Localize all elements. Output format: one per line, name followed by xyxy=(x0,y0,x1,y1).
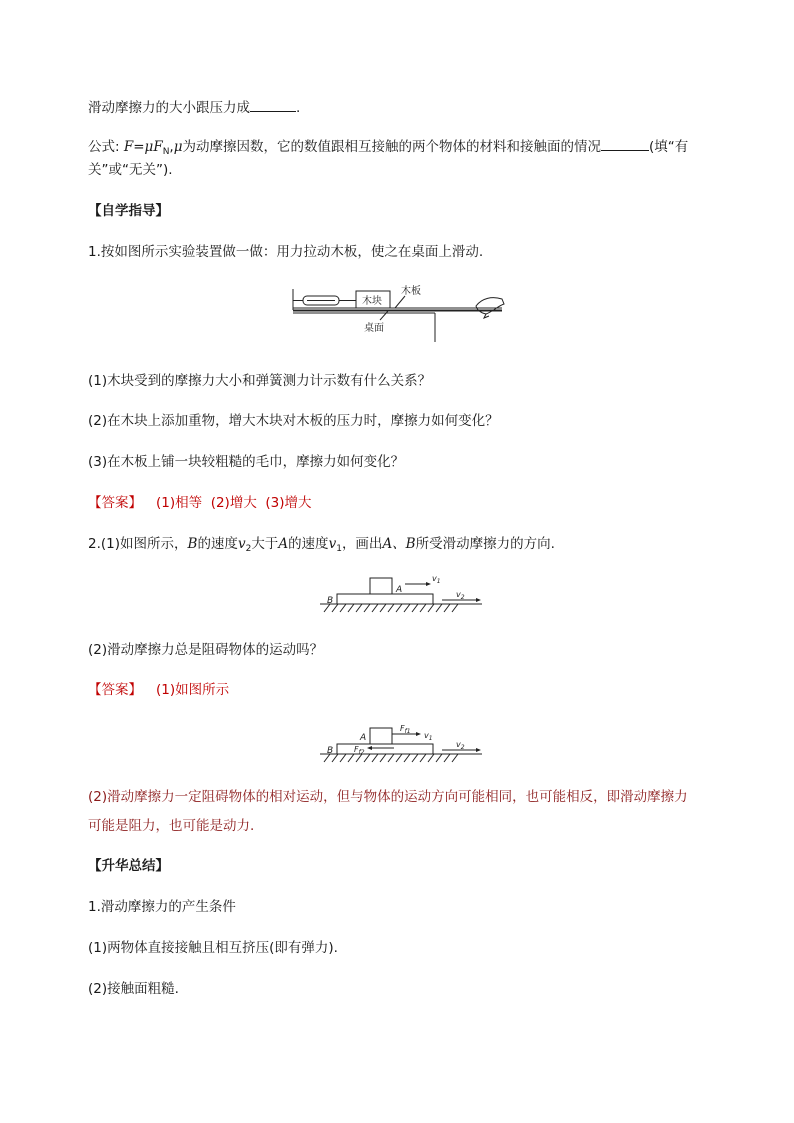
summary-1: 1.滑动摩擦力的产生条件 xyxy=(88,899,236,915)
f1-arrowhead xyxy=(416,732,421,736)
label-Ff2: $F_{f2}$ xyxy=(354,745,365,756)
q2-A: A xyxy=(278,536,289,552)
fill-line-pressure xyxy=(88,97,300,118)
label-B: B xyxy=(327,596,334,606)
formula-F: F xyxy=(123,139,134,155)
fill-hint-2: 关”或“无关”). xyxy=(88,162,173,178)
ground-hatch xyxy=(324,754,458,762)
summary-1a: (1)两物体直接接触且相互挤压(即有弹力). xyxy=(88,940,338,956)
q2-intro-e: ，画出 xyxy=(341,536,383,552)
formula-mu2: μ xyxy=(173,139,183,155)
figure-friction-directions xyxy=(320,722,482,766)
q2-answer xyxy=(88,680,229,700)
q2-B: B xyxy=(187,536,198,552)
answer-text: (1)相等 (2)增大 (3)增大 xyxy=(156,495,312,511)
label-A: A xyxy=(360,733,367,743)
formula-line-2 xyxy=(88,160,173,180)
formula-FN: F xyxy=(153,139,163,155)
q2-intro-a: 2.(1)如图所示， xyxy=(88,536,188,552)
formula-line xyxy=(88,136,688,157)
q2-intro-b: 的速度 xyxy=(197,536,238,552)
f2-arrowhead xyxy=(367,746,372,750)
q2-v1-sub: 1 xyxy=(336,544,342,554)
formula-mu: μ xyxy=(144,139,154,155)
table-label: 桌面 xyxy=(364,323,384,334)
formula-prefix: 公式: xyxy=(88,139,124,155)
answer-label: 【答案】 xyxy=(88,495,142,511)
q2-intro xyxy=(88,534,555,554)
answer-blank[interactable] xyxy=(601,136,649,151)
answer-blank[interactable] xyxy=(250,97,296,112)
q2-intro-d: 的速度 xyxy=(288,536,329,552)
q2-intro-c: 大于 xyxy=(251,536,279,552)
ground-hatch xyxy=(324,604,458,612)
figure-blocks-velocity xyxy=(320,572,482,616)
formula-FN-sub: N xyxy=(162,147,170,157)
block-B xyxy=(337,594,433,604)
q1-item-1: (1)木块受到的摩擦力大小和弹簧测力计示数有什么关系？ xyxy=(88,373,432,389)
v2-arrowhead xyxy=(476,598,481,602)
block-A xyxy=(370,728,392,744)
q2-intro-f: A、B xyxy=(382,536,416,552)
v1-arrowhead xyxy=(426,582,431,586)
answer-label: 【答案】 xyxy=(88,682,142,698)
period: . xyxy=(296,100,301,116)
q2-v1: v xyxy=(328,536,337,552)
block-A xyxy=(370,578,392,594)
section-heading-self-study: 【自学指导】 xyxy=(88,203,169,219)
label-v2: $v_2$ xyxy=(456,740,465,751)
label-A: A xyxy=(396,585,403,595)
formula-eq: = xyxy=(133,139,145,155)
q2-v2: v xyxy=(237,536,246,552)
q2-item-2: (2)滑动摩擦力总是阻碍物体的运动吗？ xyxy=(88,642,324,658)
label-Ff1: $F_{f1}$ xyxy=(400,724,411,735)
board-label: 木板 xyxy=(401,286,421,297)
formula-desc: 为动摩擦因数，它的数值跟相互接触的两个物体的材料和接触面的情况 xyxy=(182,139,601,155)
label-B: B xyxy=(327,746,334,756)
section-heading-summary: 【升华总结】 xyxy=(88,858,169,874)
label-v1: $v_1$ xyxy=(432,574,441,585)
q2-intro-g: 所受滑动摩擦力的方向. xyxy=(415,536,555,552)
summary-1b: (2)接触面粗糙. xyxy=(88,981,179,997)
q2-answer-2-line-2: 可能是阻力，也可能是动力. xyxy=(88,818,255,834)
label-v2: $v_2$ xyxy=(456,590,465,601)
formula-comma: , xyxy=(169,139,174,155)
q2-v2-sub: 2 xyxy=(245,544,252,554)
block-label: 木块 xyxy=(362,296,382,307)
q1-answer xyxy=(88,493,312,513)
q1-item-2: (2)在木块上添加重物，增大木块对木板的压力时，摩擦力如何变化？ xyxy=(88,413,499,429)
q1-intro: 1.按如图所示实验装置做一做：用力拉动木板，使之在桌面上滑动. xyxy=(88,244,484,260)
v2-arrowhead xyxy=(476,748,481,752)
q1-item-3: (3)在木板上铺一块较粗糙的毛巾，摩擦力如何变化？ xyxy=(88,454,405,470)
figure-spring-scale-board xyxy=(290,282,506,342)
q2-answer-2-line-1: (2)滑动摩擦力一定阻碍物体的相对运动，但与物体的运动方向可能相同，也可能相反，即滑动摩擦力 xyxy=(88,789,688,805)
table-leader xyxy=(380,311,388,320)
hand-icon xyxy=(476,298,504,314)
hand-finger xyxy=(484,314,489,318)
answer-text: (1)如图所示 xyxy=(156,682,230,698)
block-B xyxy=(337,744,433,754)
fill-line-text: 滑动摩擦力的大小跟压力成 xyxy=(88,100,250,116)
label-v1: $v_1$ xyxy=(424,731,433,742)
fill-hint: (填“有 xyxy=(649,139,689,155)
board-leader xyxy=(395,296,405,308)
